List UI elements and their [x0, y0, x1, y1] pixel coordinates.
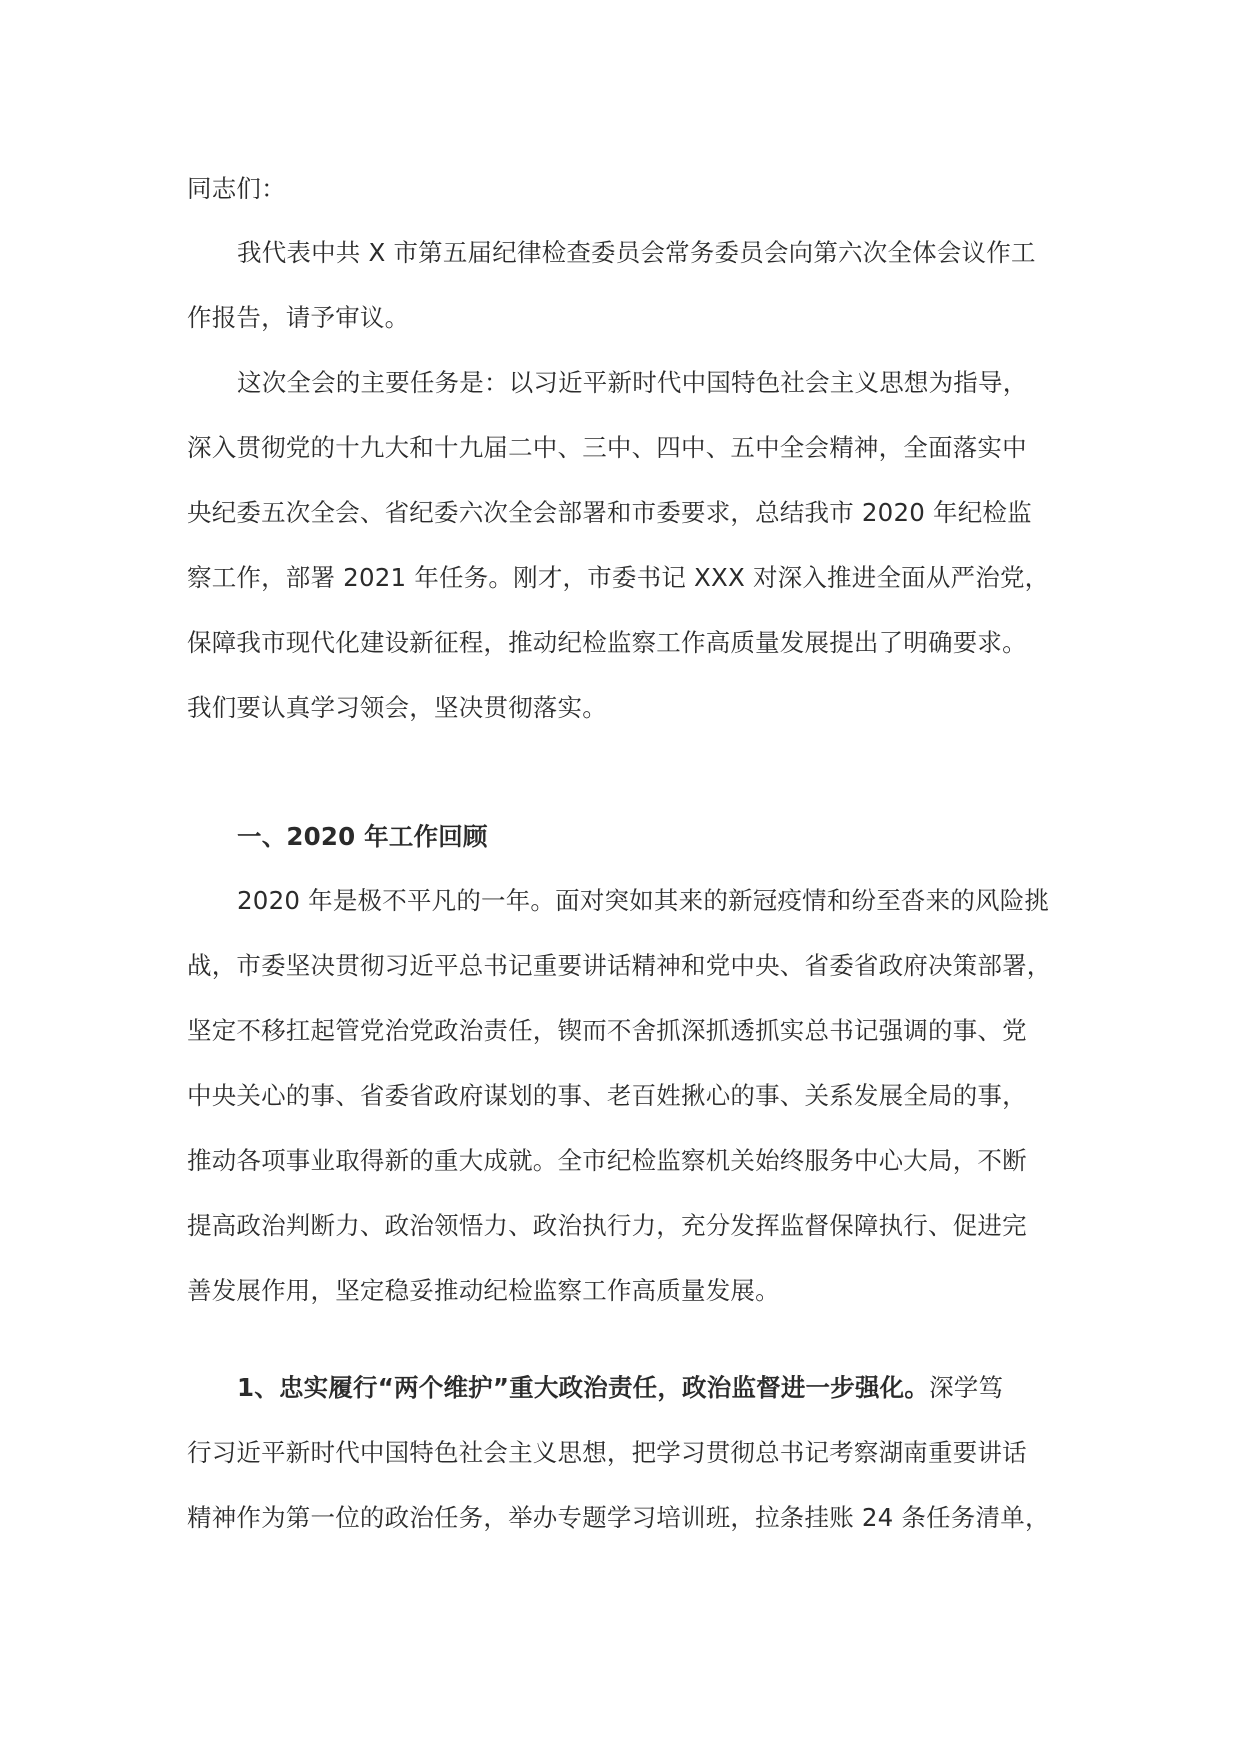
- paragraph-line: 提高政治判断力、政治领悟力、政治执行力，充分发挥监督保障执行、促进完: [187, 1211, 1027, 1240]
- paragraph-line: 战，市委坚决贯彻习近平总书记重要讲话精神和党中央、省委省政府决策部署，: [187, 951, 1052, 980]
- paragraph-line: 我代表中共 X 市第五届纪律检查委员会常务委员会向第六次全体会议作工: [237, 238, 1036, 267]
- paragraph-line: 察工作，部署 2021 年任务。刚才，市委书记 XXX 对深入推进全面从严治党，: [187, 563, 1050, 592]
- salutation: [187, 156, 1057, 221]
- paragraph-line: 这次全会的主要任务是：以习近平新时代中国特色社会主义思想为指导，: [237, 368, 1028, 397]
- paragraph-line: 央纪委五次全会、省纪委六次全会部署和市委要求，总结我市 2020 年纪检监: [187, 498, 1032, 527]
- paragraph-line: 行习近平新时代中国特色社会主义思想，把学习贯彻总书记考察湖南重要讲话: [187, 1438, 1027, 1467]
- paragraph-line: 作报告，请予审议。: [187, 303, 410, 332]
- paragraph-3: [187, 868, 1057, 1323]
- paragraph-lead-bold: 1、忠实履行“两个维护”重大政治责任，政治监督进一步强化。: [237, 1373, 930, 1402]
- paragraph-lead-rest: 深学笃: [929, 1373, 1004, 1402]
- paragraph-line: 推动各项事业取得新的重大成就。全市纪检监察机关始终服务中心大局，不断: [187, 1146, 1027, 1175]
- section-heading: [187, 804, 1057, 869]
- paragraph-line: 中央关心的事、省委省政府谋划的事、老百姓揪心的事、关系发展全局的事，: [187, 1081, 1027, 1110]
- paragraph-first-line: [187, 1355, 1057, 1420]
- paragraph-4: [187, 1355, 1057, 1550]
- paragraph-line: 精神作为第一位的政治任务，举办专题学习培训班，拉条挂账 24 条任务清单，: [187, 1503, 1050, 1532]
- paragraph-2: [187, 350, 1057, 740]
- salutation-text: 同志们：: [187, 174, 286, 203]
- paragraph-line: 深入贯彻党的十九大和十九届二中、三中、四中、五中全会精神，全面落实中: [187, 433, 1027, 462]
- paragraph-line: 2020 年是极不平凡的一年。面对突如其来的新冠疫情和纷至沓来的风险挑: [237, 886, 1050, 915]
- section-heading-text: 一、2020 年工作回顾: [237, 822, 488, 851]
- paragraph-line: 保障我市现代化建设新征程，推动纪检监察工作高质量发展提出了明确要求。: [187, 628, 1027, 657]
- paragraph-line: 坚定不移扛起管党治党政治责任，锲而不舍抓深抓透抓实总书记强调的事、党: [187, 1016, 1027, 1045]
- paragraph-line: 善发展作用，坚定稳妥推动纪检监察工作高质量发展。: [187, 1276, 780, 1305]
- paragraph-1: [187, 220, 1057, 350]
- paragraph-line: 我们要认真学习领会，坚决贯彻落实。: [187, 693, 607, 722]
